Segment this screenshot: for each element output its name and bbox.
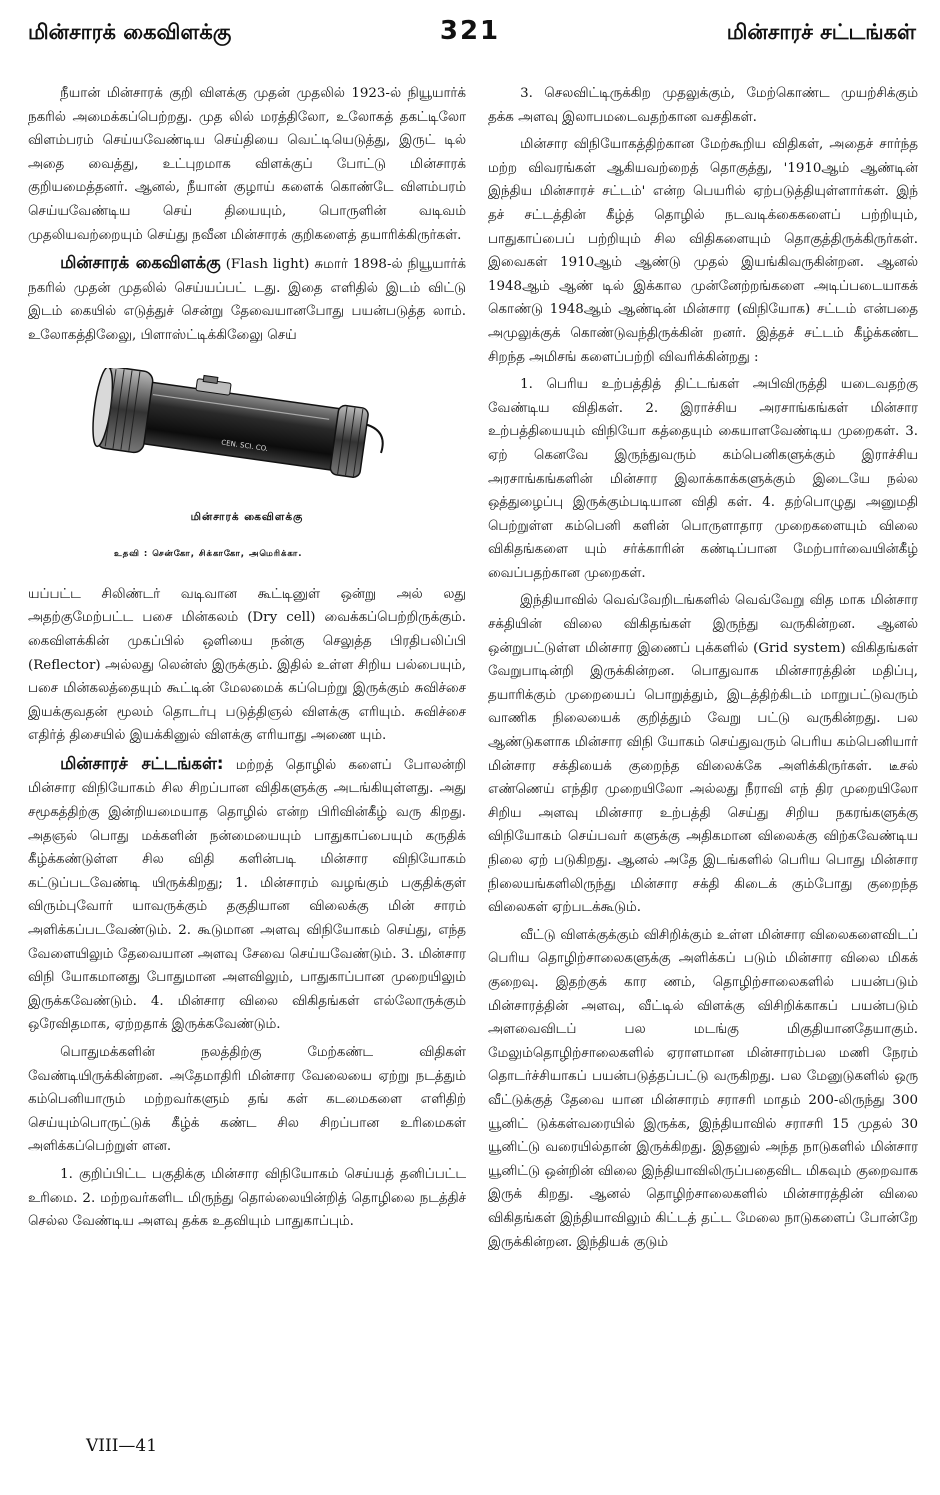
rights-paragraph: 1. குறிப்பிட்ட பகுதிக்கு மின்சார விநியோகம் செய்யத் தனிப்பட்ட உரிமை. 2. மற்றவர்களிட மிருந்து தொல்லையின்றித் தொழிலை நடத்திச் செல்ல வேண்டிய அளவு தக்க உதவியும் பாதுகாப்பும். xyxy=(28,1166,466,1230)
flashlight-illustration xyxy=(87,368,407,490)
electricity-acts-paragraph xyxy=(28,752,466,1037)
public-welfare-paragraph: பொதுமக்களின் நலத்திற்கு மேற்கண்ட விதிகள் வேண்டியிருக்கின்றன. அதேமாதிரி மின்சார வேலையை ஏற்று நடத்தும் கம்பெனியாரும் மற்றவர்களும் தங் கள் கடமைகளை எளிதிற் செய்யும்பொருட்டுக் கீழ்க் கண்ட சில சிறப்பான உரிமைகள் அளிக்கப்பெற்றுள் ளன. xyxy=(28,1045,466,1155)
flashlight-continued-paragraph: யப்பட்ட சிலிண்டர் வடிவான கூட்டினுள் ஒன்று அல் லது அதற்குமேற்பட்ட பசை மின்கலம் (Dry cell) வைக்கப்பெற்றிருக்கும். கைவிளக்கின் முகப்பில் ஒளியை நன்கு செலுத்த பிரதிபலிப்பி (Reflector) அல்லது லென்ஸ் இருக்கும். இதில் உள்ள சிறிய பல்பையும், பசை மின்கலத்தையும் கூட்டின் மேலமைக் கப்பெற்று இருக்கும் சுவிச்சை இயக்குவதன் மூலம் தொடர்பு படுத்திஞல் விளக்கு எரியும். சுவிச்சை எதிர்த் திசையில் இயக்கினுல் விளக்கு எரியாது அணை யும். xyxy=(28,586,466,744)
domestic-vs-industrial-paragraph: வீட்டு விளக்குக்கும் விசிறிக்கும் உள்ள மின்சார விலைகளைவிடப் பெரிய தொழிற்சாலைகளுக்கு அளிக்கப் படும் மின்சார விலை மிகக் குறைவு. இதற்குக் கார ணம், தொழிற்சாலைகளில் பயன்படும் மின்சாரத்தின் அளவு, வீட்டில் விளக்கு விசிறிக்காகப் பயன்படும் அளவைவிடப் பல மடங்கு மிகுதியானதேயாகும். மேலும்தொழிற்சாலைகளில் ஏராளமான மின்சாரம்பல மணி நேரம் தொடர்ச்சியாகப் பயன்படுத்தப்பட்டு வருகிறது. பல மேனுடுகளில் ஒரு வீட்டுக்குத் தேவை யான மின்சாரம் சராசரி மாதம் 200-லிருந்து 300 யூனிட் டுக்கள்வரையில் இருக்க, இந்தியாவில் சராசரி 15 முதல் 30 யூனிட்டு வரையில்தான் இருக்கிறது. இதனுல் அந்த நாடுகளில் மின்சார யூனிட்டு ஒன்றின் விலை இந்தியாவிலிருப்பதைவிட மிகவும் குறைவாக இருக் கிறது. ஆனல் தொழிற்சாலைகளில் மின்சாரத்தின் விலை விகிதங்கள் இந்தியாவிலும் கிட்டத் தட்ட மேலை நாடுகளைப் போன்றே இருக்கின்றன. இந்தியக் குடும் xyxy=(488,927,918,1250)
flashlight-figure xyxy=(28,368,466,567)
running-head-right: மின்சாரச் சட்டங்கள் xyxy=(726,20,916,44)
act-1910-paragraph: மின்சார விநியோகத்திற்கான மேற்கூறிய விதிகள், அதைச் சார்ந்த மற்ற விவரங்கள் ஆகியவற்றைத் தொகுத்து, '1910ஆம் ஆண்டின் இந்திய மின்சாரச் சட்டம்' என்ற பெயரில் ஏற்படுத்தியுள்ளார்கள். இந் தச் சட்டத்தின் கீழ்த் தொழில் நடவடிக்கைகளைப் பற்றியும், பாதுகாப்பைப் பற்றியும் சில விதிகளையும் தொகுத்திருக்கிருர்கள். இவைகள் 1910ஆம் ஆண்டு முதல் இயங்கிவருகின்றன. ஆனல் 1948ஆம் ஆண் டில் இக்கால முன்னேற்றங்களை அடிப்படையாகக் கொண்டு 1948ஆம் ஆண்டின் மின்சார (விநியோக) சட்டம் என்பதை அமுலுக்குக் கொண்டுவந்திருக்கின் றனர். இத்தச் சட்டம் கீழ்க்கண்ட சிறந்த அமிசங் களைப்பற்றி விவரிக்கின்றது : xyxy=(488,137,918,365)
flashlight-paragraph xyxy=(28,251,466,347)
volume-signature: VIII—41 xyxy=(86,1436,158,1456)
act-features-paragraph: 1. பெரிய உற்பத்தித் திட்டங்கள் அபிவிருத்தி யடைவதற்கு வேண்டிய விதிகள். 2. இராச்சிய அரசாங்கங்கள் மின்சார உற்பத்தியையும் விநியோ கத்தையும் கையாளவேண்டிய முறைகள். 3. ஏற் கெனவே இருந்துவரும் கம்பெனிகளுக்கும் இராச்சிய அரசாங்கங்களின் மின்சார இலாக்காக்களுக்கும் இடையே நல்ல ஒத்துழைப்பு இருக்கும்படியான விதி கள். 4. தற்பொழுது அனுமதி பெற்றுள்ள கம்பெனி களின் பொருளாதார முறைகளையும் விலை விகிதங்களை யும் சர்க்காரின் கண்டிப்பான மேற்பார்வையின்கீழ் வைப்பதற்கான முறைகள். xyxy=(488,377,918,581)
flashlight-heading: மின்சாரக் கைவிளக்கு xyxy=(60,253,221,273)
profit-rights-paragraph: 3. செலவிட்டிருக்கிற முதலுக்கும், மேற்கொண்ட முயற்சிக்கும் தக்க அளவு இலாபமடைவதற்கான வசதிகள். xyxy=(488,86,918,125)
running-head-left: மின்சாரக் கைவிளக்கு xyxy=(28,20,232,44)
page-number: 321 xyxy=(439,16,501,46)
left-column xyxy=(28,82,466,1238)
right-column xyxy=(488,82,918,1258)
flashlight-maker-label: CEN. SCI. CO. xyxy=(220,438,269,453)
figure-credit: உதவி : சென்கோ, சிக்காகோ, அமெரிக்கா. xyxy=(114,549,303,560)
electricity-acts-heading: மின்சாரச் சட்டங்கள்: xyxy=(60,753,224,773)
electricity-acts-text: மற்றத் தொழில் களைப் போலன்றி மின்சார விநியோகம் சில சிறப்பான விதிகளுக்கு அடங்கியுள்ளது. அது சமூகத்திற்கு இன்றியமையாத தொழில் என்ற பிரிவின்கீழ் வரு கிறது. அதஞல் பொது மக்களின் நன்மையையும் பாதுகாப்பையும் கருதிக் கீழ்க்கண்டுள்ள சில விதி களின்படி மின்சார விநியோகம் கட்டுப்படவேண்டி யிருக்கிறது; 1. மின்சாரம் வழங்கும் பகுதிக்குள் விரும்புவோர் யாவருக்கும் தகுதியான விலைக்கு மின் சாரம் அளிக்கப்படவேண்டும். 2. கூடுமான அளவு விநியோகம் செய்து, எந்த வேளையிலும் தேவையான அளவு சேவை செய்யவேண்டும். 3. மின்சார விநி யோகமானது போதுமான அளவிலும், பாதுகாப்பான முறையிலும் இருக்கவேண்டும். 4. மின்சார விலை விகிதங்கள் எல்லோருக்கும் ஒரேவிதமாக, ஏற்றதாக் இருக்கவேண்டும். xyxy=(28,757,466,1033)
flashlight-intro-text: (Flash light) சுமார் 1898-ல் நியூயார்க் நகரில் முதன் முதலில் செய்யப்பட் டது. இதை எளிதில் இடம் விட்டு இடம் கையில் எடுத்துச் சென்று தேவையானபோது பயன்படுத்த லாம். உலோகத்திலுைே, பிளாஸ்ட்டிக்கிலுைே செய் xyxy=(28,257,466,343)
tariff-rates-paragraph: இந்தியாவில் வெவ்வேறிடங்களில் வெவ்வேறு வித மாக மின்சார சக்தியின் விலை விகிதங்கள் இருந்து வருகின்றன. ஆனல் ஒன்றுபட்டுள்ள மின்சார இணைப் புக்களில் (Grid system) விகிதங்கள் வேறுபாடின்றி இருக்கின்றன. பொதுவாக மின்சாரத்தின் மதிப்பு, தயாரிக்கும் முறையைப் பொறுத்தும், இடத்திற்கிடம் மாறுபட்டுவரும் வாணிக நிலையைக் குறித்தும் வேறு பட்டு வருகின்றது. பல ஆண்டுகளாக மின்சார விநி யோகம் செய்துவரும் பெரிய கம்பெனியார் மின்சார சக்தியைக் குறைந்த விலைக்கே அளிக்கிருர்கள். டீசல் எண்ணெய் எந்திர முறையிலோ அல்லது நீராவி எந் திர முறையிலோ சிறிய அளவு மின்சார உற்பத்தி செய்து சிறிய நகரங்களுக்கு விநியோகம் செய்பவர் களுக்கு அதிகமான விலைக்கு விற்கவேண்டிய நிலை ஏற் படுகிறது. ஆனல் அதே இடங்களில் பெரிய பொது மின்சார நிலையங்களிலிருந்து மின்சார சக்தி கிடைக் கும்போது குறைந்த விலைகள் ஏற்படக்கூடும். xyxy=(488,593,918,916)
neon-sign-paragraph: நீயான் மின்சாரக் குறி விளக்கு முதன் முதலில் 1923-ல் நியூயார்க் நகரில் அமைக்கப்பெற்றது. முத லில் மரத்திலோ, உலோகத் தகட்டிலோ விளம்பரம் செய்யவேண்டிய செய்தியை வெட்டியெடுத்து, இருட் டில் அதை வைத்து, உட்புறமாக விளக்குப் போட்டு மின்சாரக் குறியமைத்தனர். ஆனல், நீயான் குழாய் களைக் கொண்டே விளம்பரம் செய்யவேண்டிய செய் தியையும், பொருளின் வடிவம் முதலியவற்றையும் செய்து நவீன மின்சாரக் குறிகளைத் தயாரிக்கிருர்கள். xyxy=(28,86,466,243)
figure-caption: மின்சாரக் கைவிளக்கு xyxy=(190,510,304,523)
